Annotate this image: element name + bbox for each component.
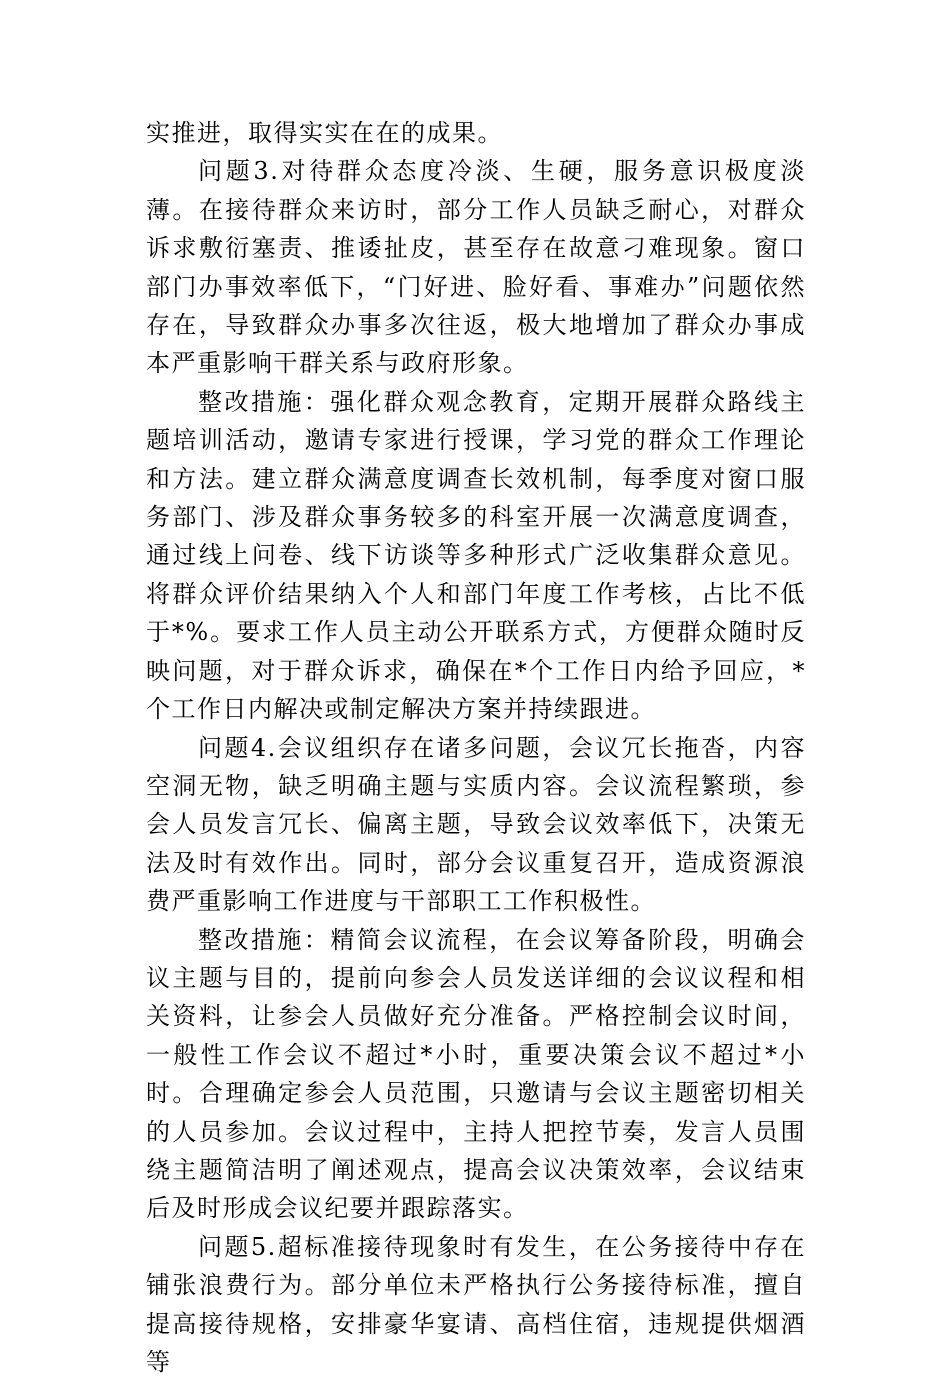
paragraph-continuation: 实推进，取得实实在在的成果。	[146, 119, 503, 147]
paragraph-measures-4: 整改措施：精简会议流程，在会议筹备阶段，明确会议主题与目的，提前向参会人员发送详细的会议议程和相关资料，让参会人员做好充分准备。严格控制会议时间，一般性工作会议不超过*小时，重要决策会议不超过*小时。合理确定参会人员范围，只邀请与会议主题密切相关的人员参加。会议过程中，主持人把控节奏，发言人员围绕主题简洁明了阐述观点，提高会议决策效率，会议结束后及时形成会议纪要并跟踪落实。	[146, 925, 806, 1223]
paragraph-issue-3: 问题3.对待群众态度冷淡、生硬，服务意识极度淡薄。在接待群众来访时，部分工作人员缺乏耐心，对群众诉求敷衍塞责、推诿扯皮，甚至存在故意刁难现象。窗口部门办事效率低下，“门好进、脸好看、事难办”问题依然存在，导致群众办事多次往返，极大地增加了群众办事成本严重影响干群关系与政府形象。	[146, 157, 806, 378]
paragraph-issue-4: 问题4.会议组织存在诸多问题，会议冗长拖沓，内容空洞无物，缺乏明确主题与实质内容。会议流程繁琐，参会人员发言冗长、偏离主题，导致会议效率低下，决策无法及时有效作出。同时，部分会议重复召开，造成资源浪费严重影响工作进度与干部职工工作积极性。	[146, 733, 806, 916]
paragraph-issue-5: 问题5.超标准接待现象时有发生，在公务接待中存在铺张浪费行为。部分单位未严格执行公务接待标准，擅自提高接待规格，安排豪华宴请、高档住宿，违规提供烟酒等	[146, 1232, 806, 1376]
document-body	[146, 114, 806, 1381]
paragraph-measures-3: 整改措施：强化群众观念教育，定期开展群众路线主题培训活动，邀请专家进行授课，学习党的群众工作理论和方法。建立群众满意度调查长效机制，每季度对窗口服务部门、涉及群众事务较多的科室开展一次满意度调查，通过线上问卷、线下访谈等多种形式广泛收集群众意见。将群众评价结果纳入个人和部门年度工作考核，占比不低于*%。要求工作人员主动公开联系方式，方便群众随时反映问题，对于群众诉求，确保在*个工作日内给予回应，*个工作日内解决或制定解决方案并持续跟进。	[146, 387, 806, 724]
